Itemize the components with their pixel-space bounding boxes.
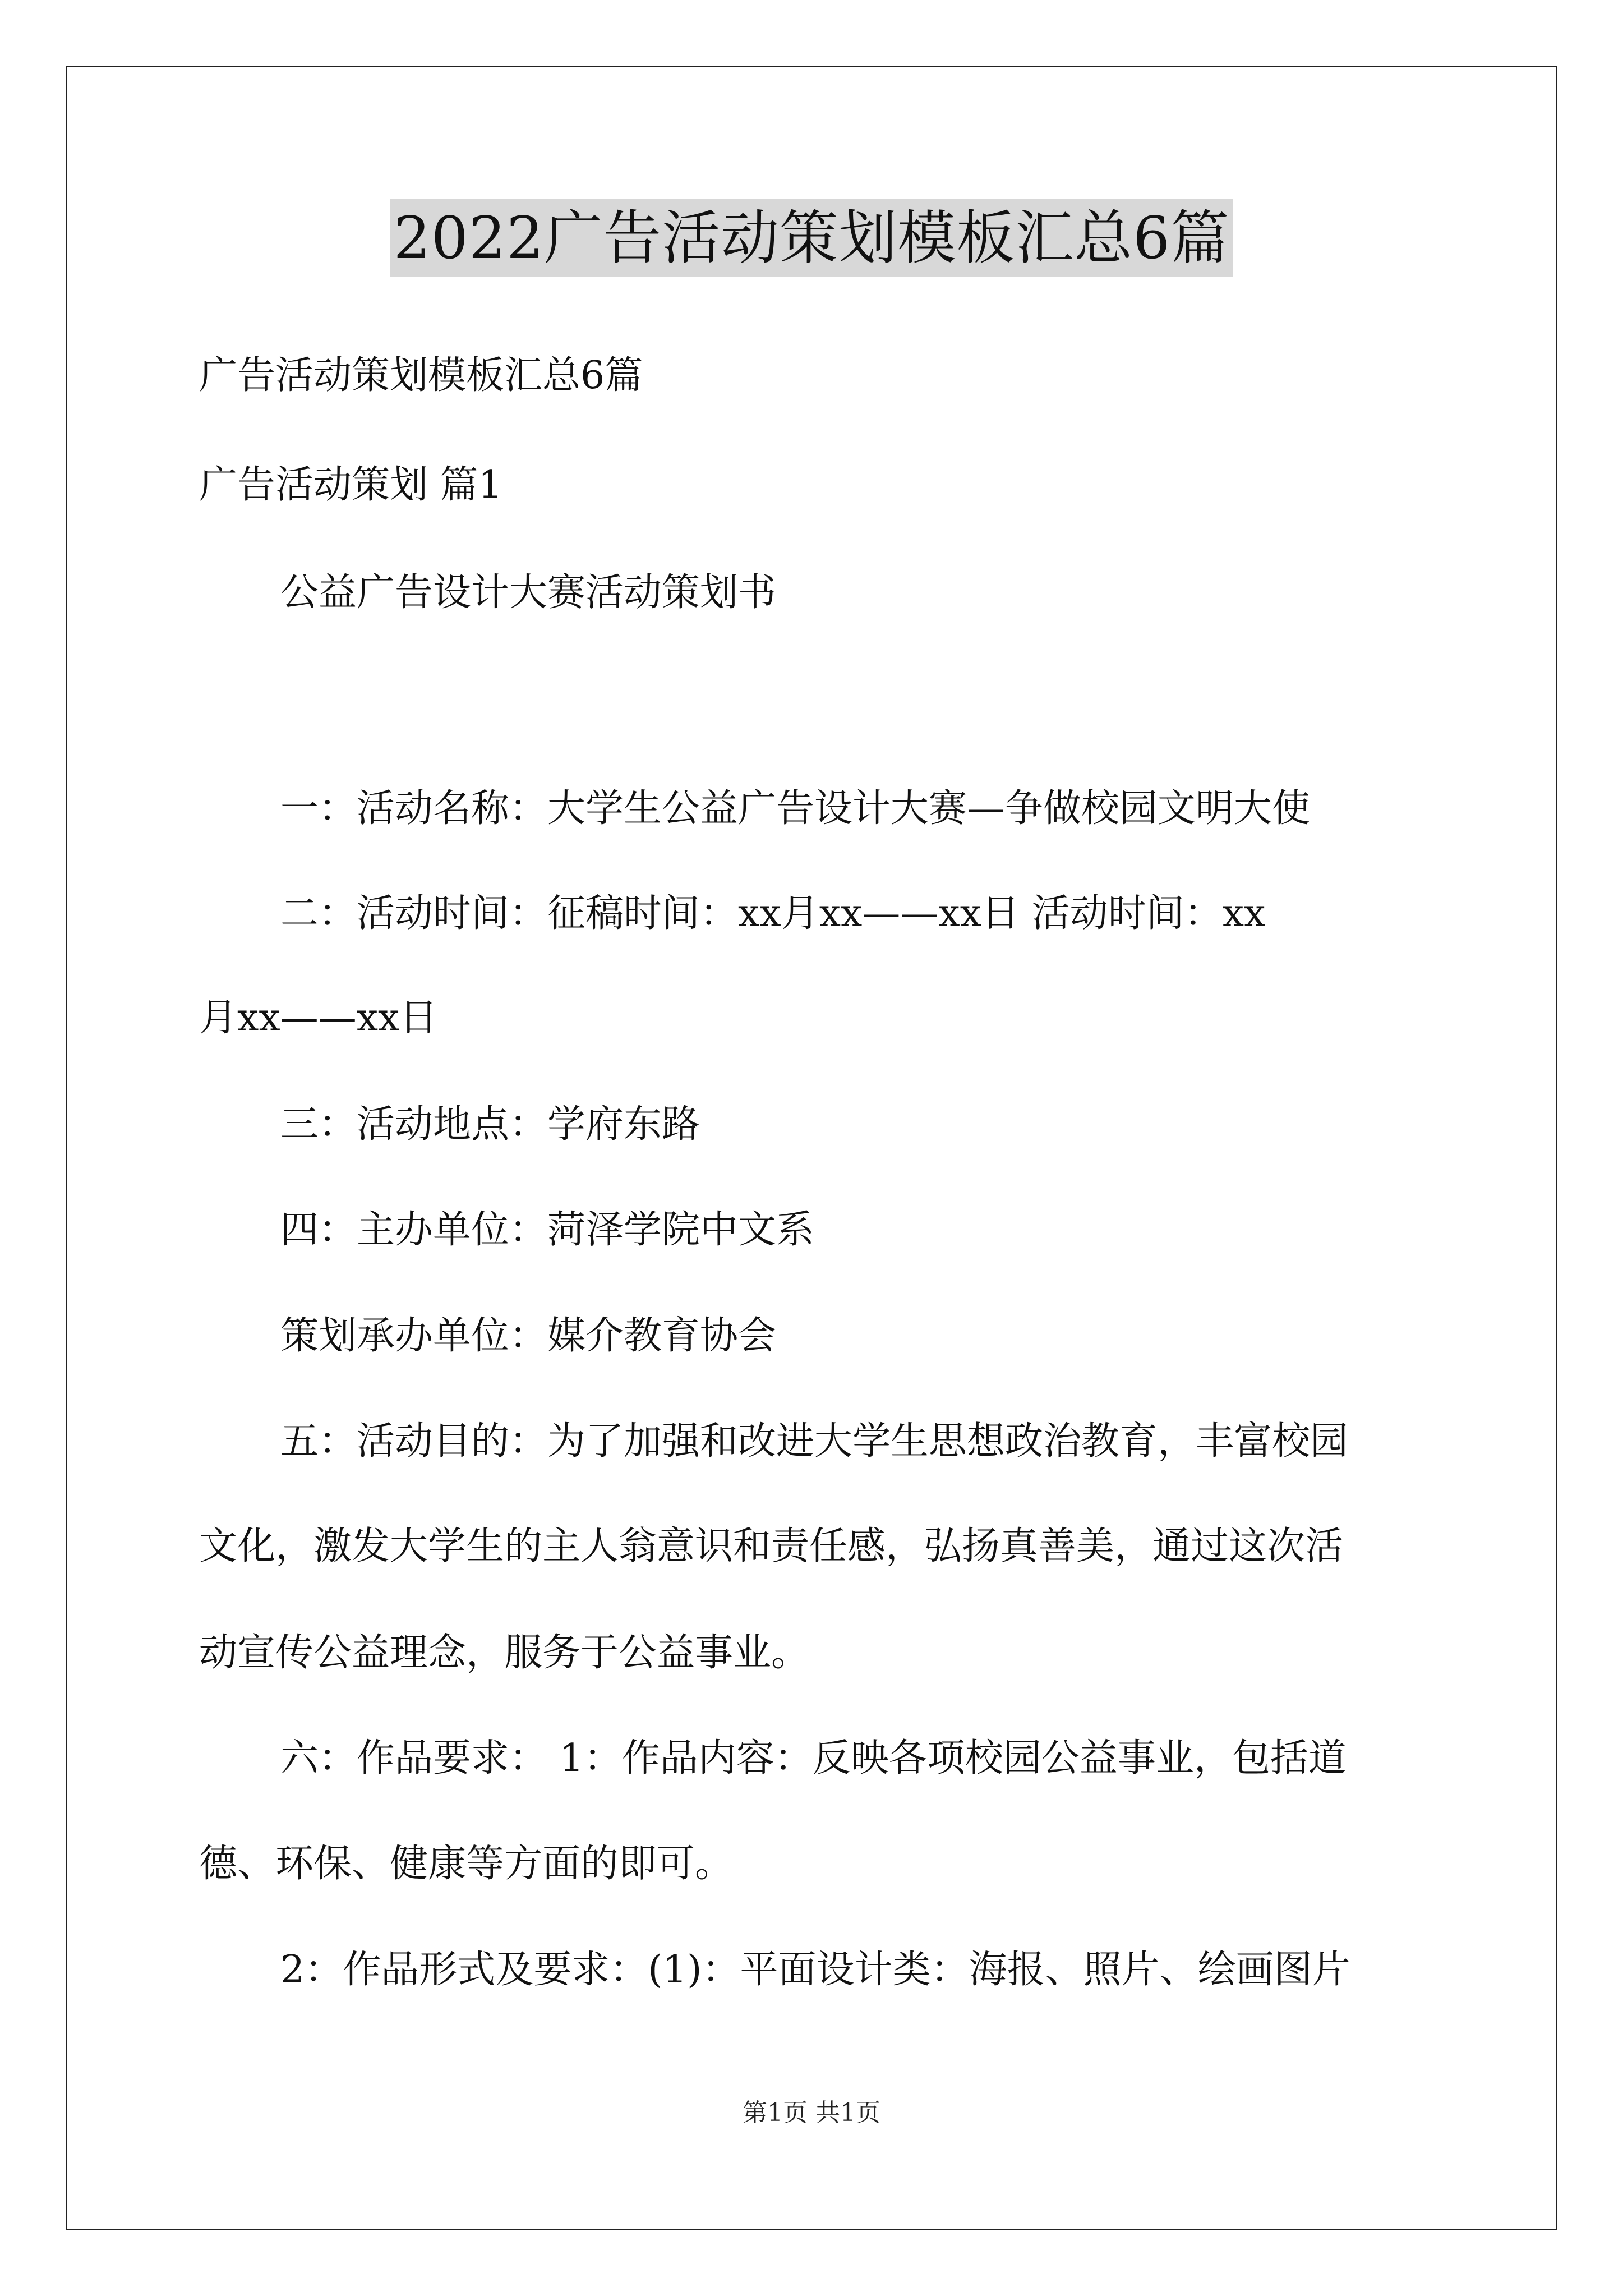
body-line: 一：活动名称：大学生公益广告设计大赛—争做校园文明大使 bbox=[280, 786, 1311, 831]
body-line: 四：主办单位：菏泽学院中文系 bbox=[280, 1208, 815, 1252]
title-wrap bbox=[0, 199, 1623, 277]
body-line: 动宣传公益理念，服务于公益事业。 bbox=[199, 1631, 810, 1675]
body-line: 策划承办单位：媒介教育协会 bbox=[280, 1314, 777, 1358]
body-line: 五：活动目的：为了加强和改进大学生思想政治教育，丰富校园 bbox=[280, 1419, 1349, 1464]
document-subtitle: 广告活动策划模板汇总6篇 bbox=[199, 353, 643, 398]
body-line: 二：活动时间：征稿时间：xx月xx——xx日 活动时间：xx bbox=[280, 891, 1266, 936]
section-heading: 广告活动策划 篇1 bbox=[199, 463, 502, 507]
body-line: 德、环保、健康等方面的即可。 bbox=[199, 1842, 734, 1886]
document-title: 2022广告活动策划模板汇总6篇 bbox=[390, 199, 1233, 277]
plan-title: 公益广告设计大赛活动策划书 bbox=[280, 570, 777, 615]
body-line: 文化，激发大学生的主人翁意识和责任感，弘扬真善美，通过这次活 bbox=[199, 1524, 1344, 1568]
body-line: 六：作品要求： 1：作品内容：反映各项校园公益事业，包括道 bbox=[280, 1736, 1347, 1780]
body-line: 2：作品形式及要求：(1)：平面设计类：海报、照片、绘画图片 bbox=[280, 1948, 1350, 1992]
body-line: 月xx——xx日 bbox=[199, 996, 438, 1040]
body-line: 三：活动地点：学府东路 bbox=[280, 1102, 700, 1147]
page-footer: 第1页 共1页 bbox=[743, 2099, 880, 2127]
